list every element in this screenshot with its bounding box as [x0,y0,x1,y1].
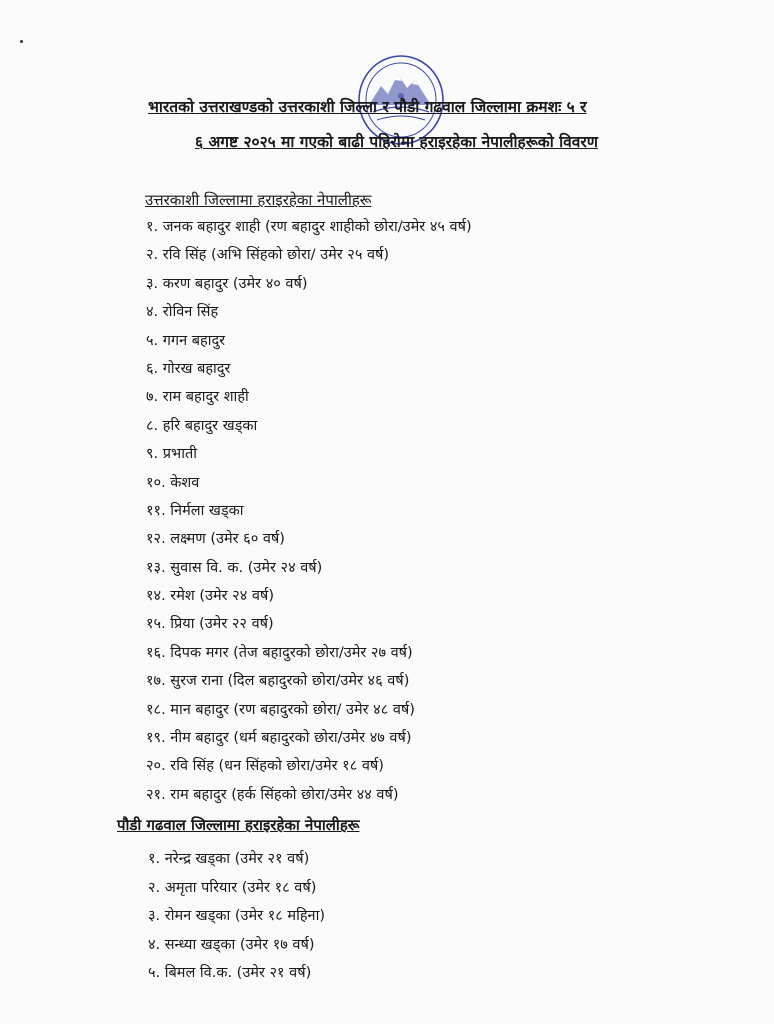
list-item: ३. रोमन खड्का (उमेर १८ महिना) [148,908,325,924]
uttarkashi-section-heading: उत्तरकाशी जिल्लामा हराइरहेका नेपालीहरू [145,191,372,209]
list-item: ५. बिमल वि.क. (उमेर २१ वर्ष) [148,965,312,981]
list-item: ८. हरि बहादुर खड्का [146,417,258,434]
list-item: २. अमृता परियार (उमेर १८ वर्ष) [148,879,317,896]
list-item: १६. दिपक मगर (तेज बहादुरको छोरा/उमेर २७ वर्ष) [146,644,413,661]
list-item: २०. रवि सिंह (धन सिंहको छोरा/उमेर १८ वर्ष) [146,758,384,775]
list-item: १७. सुरज राना (दिल बहादुरको छोरा/उमेर ४६ वर्ष) [146,673,410,690]
list-item: १४. रमेश (उमेर २४ वर्ष) [146,588,274,605]
list-item: ५. गगन बहादुर [146,332,226,349]
list-item: ९. प्रभाती [146,446,197,463]
uttarkashi-missing-list [146,213,472,809]
list-item: १०. केशव [146,474,200,491]
list-item: ३. करण बहादुर (उमेर ४० वर्ष) [146,275,308,292]
list-item: २. रवि सिंह (अभि सिंहको छोरा/ उमेर २५ वर्ष) [146,247,390,264]
list-item: १३. सुवास वि. क. (उमेर २४ वर्ष) [146,559,323,576]
list-item: १२. लक्ष्मण (उमेर ६० वर्ष) [146,531,285,548]
list-item: ६. गोरख बहादुर [146,360,231,377]
scan-speck [20,40,23,43]
list-item: ११. निर्मला खड्का [146,502,244,519]
list-item: १. नरेन्द्र खड्का (उमेर २१ वर्ष) [148,851,310,867]
pauri-section-heading: पौडी गढवाल जिल्लामा हराइरहेका नेपालीहरू [117,816,360,834]
document-title-line-2: ६ अगष्ट २०२५ मा गएको बाढी पहिरोमा हराइरहेका नेपालीहरूको विवरण [195,133,598,151]
list-item: १९. नीम बहादुर (धर्म बहादुरको छोरा/उमेर ४७ वर्ष) [146,730,412,747]
list-item: १. जनक बहादुर शाही (रण बहादुर शाहीको छोरा/उमेर ४५ वर्ष) [146,219,472,235]
list-item: १५. प्रिया (उमेर २२ वर्ष) [146,616,274,633]
list-item: ७. राम बहादुर शाही [146,389,249,406]
list-item: ४. रोविन सिंह [146,304,219,321]
pauri-missing-list [148,845,325,988]
list-item: १८. मान बहादुर (रण बहादुरको छोरा/ उमेर ४८ वर्ष) [146,701,415,718]
document-title-line-1: भारतको उत्तराखण्डको उत्तरकाशी जिल्ला र पौडी गढवाल जिल्लामा क्रमशः ५ र [148,98,587,116]
list-item: २१. राम बहादुर (हर्क सिंहको छोरा/उमेर ४४ वर्ष) [146,786,399,803]
list-item: ४. सन्ध्या खड्का (उमेर १७ वर्ष) [148,936,315,953]
